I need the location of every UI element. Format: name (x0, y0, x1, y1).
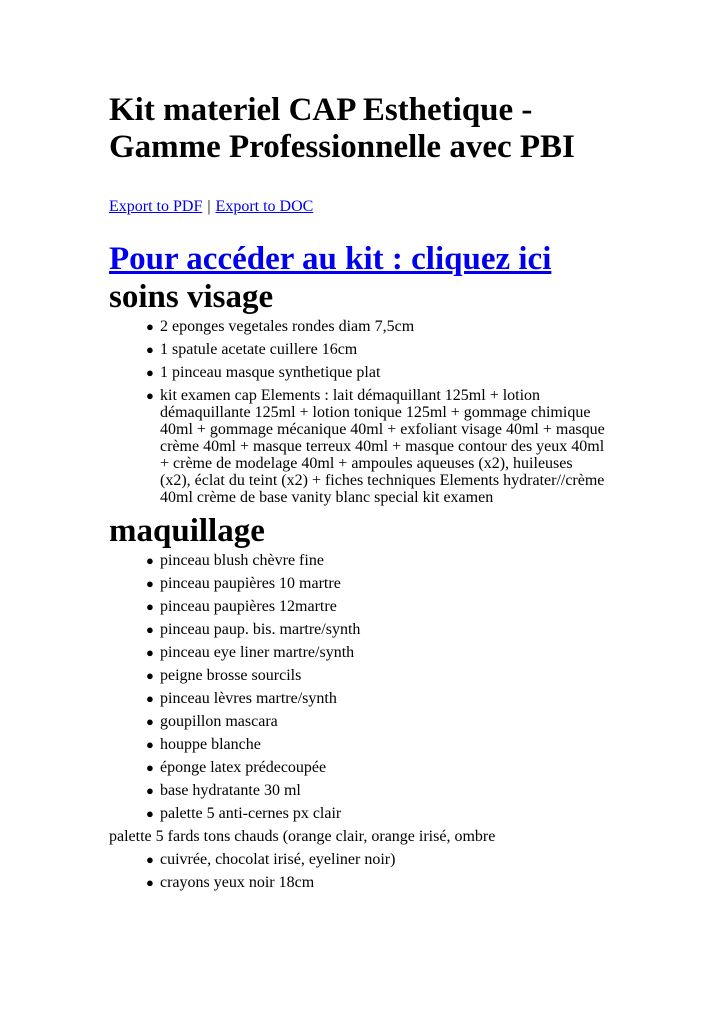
document-page (109, 92, 609, 897)
list-item (146, 621, 606, 638)
list-item (146, 805, 606, 822)
bullet-icon: ● (146, 599, 154, 614)
list-item (146, 736, 606, 753)
list-item-text: crayons yeux noir 18cm (160, 874, 315, 891)
bullet-icon: ● (146, 737, 154, 752)
bullet-icon: ● (146, 645, 154, 660)
list-item (146, 575, 606, 592)
list-item (146, 364, 606, 381)
list-item-text: pinceau paup. bis. martre/synth (160, 621, 361, 638)
bullet-icon: ● (146, 806, 154, 821)
list-item (146, 874, 606, 891)
list-item-text: peigne brosse sourcils (160, 667, 302, 684)
list-maquillage-continued (109, 851, 606, 891)
list-item (146, 667, 606, 684)
page-title: Kit materiel CAP Esthetique - Gamme Professionnelle avec PBI (109, 92, 575, 165)
list-item-text: houppe blanche (160, 736, 261, 753)
export-separator: | (207, 198, 211, 215)
export-pdf-link[interactable]: Export to PDF (109, 198, 203, 215)
list-item-text: pinceau paupières 12martre (160, 598, 337, 615)
list-item (146, 598, 606, 615)
bullet-icon: ● (146, 783, 154, 798)
export-links (109, 197, 609, 217)
bullet-icon: ● (146, 319, 154, 334)
list-item-text: 2 eponges vegetales rondes diam 7,5cm (160, 318, 415, 335)
bullet-icon: ● (146, 852, 154, 867)
list-item-text: 1 spatule acetate cuillere 16cm (160, 341, 358, 358)
bullet-icon: ● (146, 622, 154, 637)
list-item (146, 690, 606, 707)
list-item-text: pinceau paupières 10 martre (160, 575, 341, 592)
access-kit-link[interactable]: Pour accéder au kit : cliquez ici (109, 241, 552, 277)
export-doc-link[interactable]: Export to DOC (215, 198, 314, 215)
list-item (146, 644, 606, 661)
bullet-icon: ● (146, 342, 154, 357)
list-item (146, 713, 606, 730)
list-item-text: base hydratante 30 ml (160, 782, 301, 799)
list-item (146, 552, 606, 569)
list-soins-visage (109, 318, 606, 506)
list-item-text: éponge latex prédecoupée (160, 759, 327, 776)
list-maquillage (109, 552, 606, 822)
list-item-text: pinceau eye liner martre/synth (160, 644, 355, 661)
bullet-icon: ● (146, 691, 154, 706)
list-item (146, 341, 606, 358)
list-item (146, 387, 606, 506)
bullet-icon: ● (146, 365, 154, 380)
bullet-icon: ● (146, 760, 154, 775)
palette-fards-line: palette 5 fards tons chauds (orange clair, orange irisé, ombre (109, 828, 496, 845)
list-item-text: kit examen cap Elements : lait démaquillant 125ml + lotion démaquillante 125ml + lotion tonique 125ml + gommage chimique 40ml + gommage mécanique 40ml + exfoliant visage 40ml + masque crème 40ml + masque terreux 40ml + masque contour des yeux 40ml + crème de modelage 40ml + ampoules aqueuses (x2), huileuses (x2), éclat du teint (x2) + fiches techniques Elements hydrater//crème 40ml crème de base vanity blanc special kit examen (160, 387, 605, 506)
list-item-text: pinceau blush chèvre fine (160, 552, 324, 569)
list-item-text: palette 5 anti-cernes px clair (160, 805, 342, 822)
list-item (146, 759, 606, 776)
list-item (146, 782, 606, 799)
bullet-icon: ● (146, 875, 154, 890)
list-item-text: pinceau lèvres martre/synth (160, 690, 337, 707)
list-item-text: goupillon mascara (160, 713, 278, 730)
bullet-icon: ● (146, 576, 154, 591)
list-item (146, 318, 606, 335)
list-item-text: 1 pinceau masque synthetique plat (160, 364, 381, 381)
list-item-text: cuivrée, chocolat irisé, eyeliner noir) (160, 851, 396, 868)
bullet-icon: ● (146, 388, 154, 403)
bullet-icon: ● (146, 714, 154, 729)
bullet-icon: ● (146, 553, 154, 568)
bullet-icon: ● (146, 668, 154, 683)
list-item (146, 851, 606, 868)
section-heading-soins-visage: soins visage (109, 279, 274, 315)
section-heading-maquillage: maquillage (109, 513, 265, 549)
